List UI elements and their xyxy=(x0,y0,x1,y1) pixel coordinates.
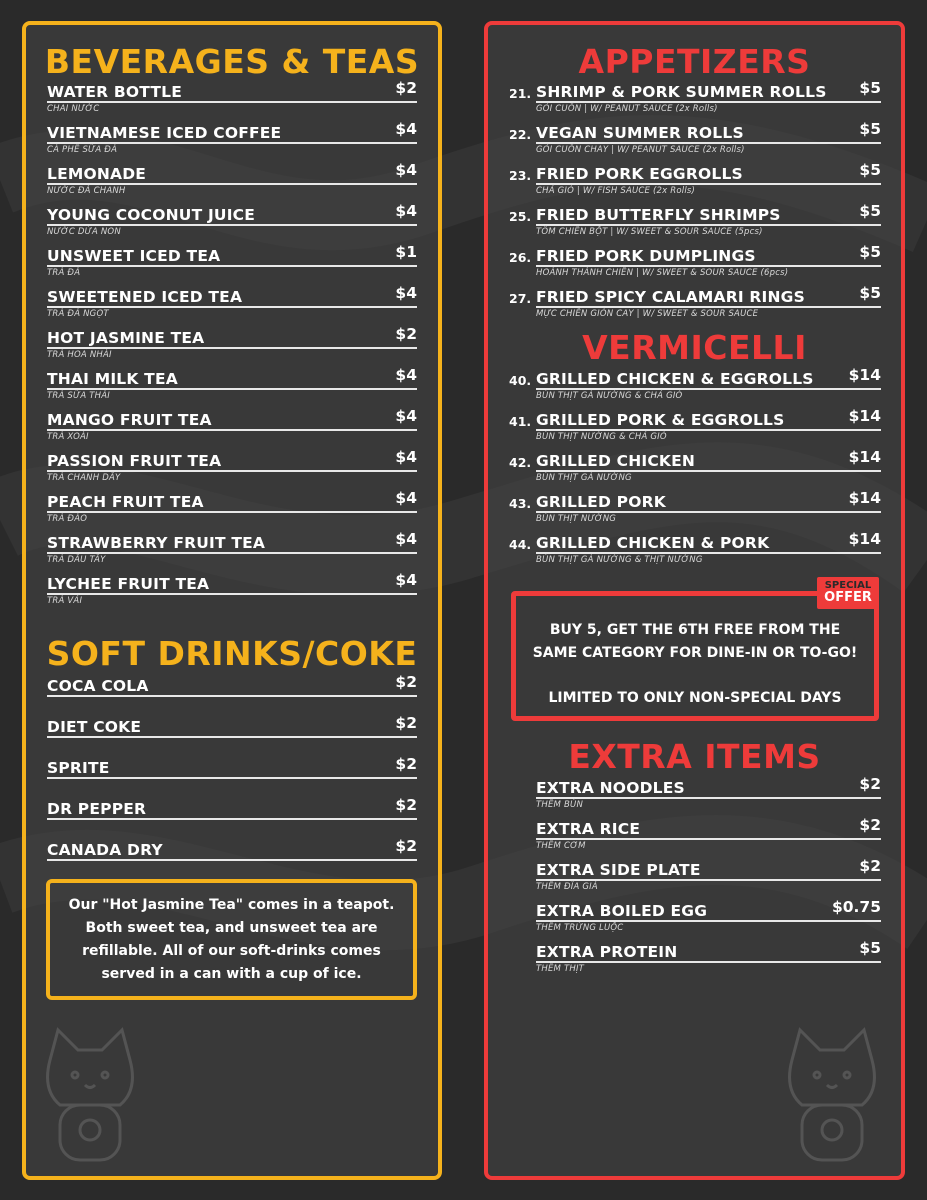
item-number: 42. xyxy=(509,455,532,470)
menu-item xyxy=(509,448,881,483)
item-subtitle: BÚN THỊT NƯỚNG xyxy=(536,514,617,524)
item-subtitle: THÊM ĐĨA GIÁ xyxy=(536,882,598,892)
item-name: EXTRA NOODLES xyxy=(536,779,685,797)
badge-top-text: SPECIAL xyxy=(824,580,872,591)
item-price: $2 xyxy=(395,796,417,814)
badge-bottom-text: OFFER xyxy=(824,590,872,605)
item-subtitle: NƯỚC ĐÁ CHANH xyxy=(47,186,126,196)
item-subtitle: BÚN THỊT GÀ NƯỚNG & THỊT NƯỚNG xyxy=(536,555,703,565)
item-subtitle: CHAI NƯỚC xyxy=(47,104,100,114)
menu-item xyxy=(509,284,881,319)
item-subtitle: GỎI CUỐN CHAY | W/ PEANUT SAUCE (2x Rolls) xyxy=(536,145,745,155)
item-price: $5 xyxy=(859,939,881,957)
item-name: HOT JASMINE TEA xyxy=(47,329,205,347)
item-name: DR PEPPER xyxy=(47,800,147,818)
item-price: $2 xyxy=(395,714,417,732)
menu-item xyxy=(47,79,417,114)
item-subtitle: THÊM CƠM xyxy=(536,841,586,851)
item-name: GRILLED PORK & EGGROLLS xyxy=(536,411,785,429)
item-price: $5 xyxy=(859,79,881,97)
item-subtitle: TRÀ HOA NHÀI xyxy=(47,350,112,360)
item-name: EXTRA SIDE PLATE xyxy=(536,861,701,879)
item-name: MANGO FRUIT TEA xyxy=(47,411,212,429)
item-price: $2 xyxy=(859,816,881,834)
beverages-heading: BEVERAGES & TEAS xyxy=(44,42,420,81)
item-price: $4 xyxy=(395,366,417,384)
menu-item xyxy=(509,202,881,237)
item-number: 22. xyxy=(509,127,532,142)
menu-item xyxy=(536,898,881,933)
item-subtitle: TRÀ ĐÁ NGỌT xyxy=(47,309,109,319)
item-price: $2 xyxy=(395,673,417,691)
item-name: GRILLED PORK xyxy=(536,493,666,511)
item-subtitle: HOÀNH THÁNH CHIÊN | W/ SWEET & SOUR SAUCE (6pcs) xyxy=(536,268,789,278)
menu-item xyxy=(47,448,417,483)
vermicelli-heading: VERMICELLI xyxy=(582,328,807,367)
item-number: 25. xyxy=(509,209,532,224)
item-name: GRILLED CHICKEN & EGGROLLS xyxy=(536,370,814,388)
menu-item xyxy=(509,366,881,401)
menu-item xyxy=(47,796,417,820)
item-price: $5 xyxy=(859,202,881,220)
menu-item xyxy=(536,857,881,892)
menu-item xyxy=(536,816,881,851)
menu-item xyxy=(47,325,417,360)
offer-line-2: SAME CATEGORY FOR DINE-IN OR TO-GO! xyxy=(532,645,858,661)
item-subtitle: TRÀ SỮA THÁI xyxy=(47,391,110,401)
item-subtitle: TRÀ XOÀI xyxy=(47,432,89,442)
menu-item xyxy=(47,161,417,196)
item-name: SHRIMP & PORK SUMMER ROLLS xyxy=(536,83,827,101)
menu-item xyxy=(509,79,881,114)
menu-item xyxy=(47,714,417,738)
item-price: $4 xyxy=(395,120,417,138)
item-name: DIET COKE xyxy=(47,718,142,736)
item-price: $4 xyxy=(395,448,417,466)
item-price: $4 xyxy=(395,489,417,507)
special-offer-badge xyxy=(817,577,879,609)
item-subtitle: TRÀ CHANH DÂY xyxy=(47,473,121,483)
menu-item xyxy=(536,775,881,810)
item-subtitle: TRÀ DÂU TÂY xyxy=(47,555,106,565)
menu-item xyxy=(47,755,417,779)
menu-item xyxy=(47,489,417,524)
drinks-note xyxy=(46,879,417,1000)
item-subtitle: MỰC CHIÊN GIÒN CAY | W/ SWEET & SOUR SAUCE xyxy=(536,309,759,319)
item-price: $2 xyxy=(395,325,417,343)
item-price: $2 xyxy=(859,857,881,875)
item-subtitle: BÚN THỊT GÀ NƯỚNG xyxy=(536,473,632,483)
item-number: 44. xyxy=(509,537,532,552)
item-name: VEGAN SUMMER ROLLS xyxy=(536,124,744,142)
item-subtitle: CHẢ GIÒ | W/ FISH SAUCE (2x Rolls) xyxy=(536,186,696,196)
item-name: GRILLED CHICKEN & PORK xyxy=(536,534,770,552)
item-number: 26. xyxy=(509,250,532,265)
item-subtitle: TRÀ ĐÁ xyxy=(47,268,81,278)
menu-item xyxy=(47,366,417,401)
item-name: VIETNAMESE ICED COFFEE xyxy=(47,124,282,142)
offer-line-3: LIMITED TO ONLY NON-SPECIAL DAYS xyxy=(548,690,842,706)
menu-item xyxy=(509,530,881,565)
soft-drinks-heading: SOFT DRINKS/COKE xyxy=(46,634,418,673)
item-price: $1 xyxy=(395,243,417,261)
item-price: $5 xyxy=(859,161,881,179)
appetizers-heading: APPETIZERS xyxy=(578,42,811,81)
item-name: GRILLED CHICKEN xyxy=(536,452,696,470)
menu-item xyxy=(47,530,417,565)
item-subtitle: TRÀ VẢI xyxy=(47,596,83,606)
menu-item xyxy=(509,407,881,442)
item-price: $4 xyxy=(395,161,417,179)
item-price: $2 xyxy=(395,755,417,773)
item-number: 27. xyxy=(509,291,532,306)
item-subtitle: BÚN THỊT NƯỚNG & CHẢ GIÒ xyxy=(536,432,667,442)
item-name: CANADA DRY xyxy=(47,841,163,859)
item-number: 41. xyxy=(509,414,532,429)
menu-item xyxy=(509,489,881,524)
item-subtitle: TRÀ ĐÀO xyxy=(47,514,88,524)
item-price: $14 xyxy=(848,407,881,425)
item-name: EXTRA BOILED EGG xyxy=(536,902,708,920)
item-price: $4 xyxy=(395,407,417,425)
menu-item xyxy=(509,161,881,196)
item-price: $4 xyxy=(395,202,417,220)
item-name: FRIED SPICY CALAMARI RINGS xyxy=(536,288,805,306)
item-number: 21. xyxy=(509,86,532,101)
offer-line-1: BUY 5, GET THE 6TH FREE FROM THE xyxy=(549,622,841,638)
item-price: $5 xyxy=(859,284,881,302)
item-subtitle: NƯỚC DỪA NON xyxy=(47,227,121,237)
item-number: 40. xyxy=(509,373,532,388)
item-price: $4 xyxy=(395,530,417,548)
item-subtitle: TÔM CHIÊN BỘT | W/ SWEET & SOUR SAUCE (5pcs) xyxy=(536,227,763,237)
item-name: COCA COLA xyxy=(47,677,149,695)
item-price: $0.75 xyxy=(831,898,881,916)
item-name: YOUNG COCONUT JUICE xyxy=(47,206,256,224)
item-name: UNSWEET ICED TEA xyxy=(47,247,221,265)
special-offer-box xyxy=(511,580,879,721)
item-name: SPRITE xyxy=(47,759,110,777)
item-price: $2 xyxy=(859,775,881,793)
menu-item xyxy=(47,284,417,319)
item-name: FRIED PORK EGGROLLS xyxy=(536,165,743,183)
menu-item xyxy=(47,673,417,697)
note-text: Our "Hot Jasmine Tea" comes in a teapot. Both sweet tea, and unsweet tea are refillable. All of our soft-drinks comes served in a can with a cup of ice. xyxy=(68,896,395,982)
item-subtitle: GỎI CUỐN | W/ PEANUT SAUCE (2x Rolls) xyxy=(536,104,718,114)
item-name: PASSION FRUIT TEA xyxy=(47,452,222,470)
item-number: 43. xyxy=(509,496,532,511)
item-name: FRIED BUTTERFLY SHRIMPS xyxy=(536,206,781,224)
item-name: LYCHEE FRUIT TEA xyxy=(47,575,210,593)
item-subtitle: THÊM TRỨNG LUỘC xyxy=(536,923,624,933)
item-price: $2 xyxy=(395,79,417,97)
item-name: SWEETENED ICED TEA xyxy=(47,288,243,306)
item-name: EXTRA RICE xyxy=(536,820,641,838)
menu-item xyxy=(47,837,417,861)
item-subtitle: THÊM BÚN xyxy=(536,800,584,810)
item-price: $14 xyxy=(848,530,881,548)
menu-item xyxy=(509,120,881,155)
extras-heading: EXTRA ITEMS xyxy=(568,737,821,776)
menu-item xyxy=(47,243,417,278)
item-name: FRIED PORK DUMPLINGS xyxy=(536,247,756,265)
item-subtitle: THÊM THỊT xyxy=(536,964,585,974)
item-price: $4 xyxy=(395,571,417,589)
menu-item xyxy=(509,243,881,278)
item-price: $14 xyxy=(848,366,881,384)
item-name: PEACH FRUIT TEA xyxy=(47,493,204,511)
item-name: THAI MILK TEA xyxy=(47,370,178,388)
item-name: WATER BOTTLE xyxy=(47,83,183,101)
item-name: LEMONADE xyxy=(47,165,147,183)
item-price: $2 xyxy=(395,837,417,855)
menu-item xyxy=(47,120,417,155)
item-price: $14 xyxy=(848,448,881,466)
menu-item xyxy=(47,202,417,237)
item-price: $4 xyxy=(395,284,417,302)
item-price: $14 xyxy=(848,489,881,507)
menu-item xyxy=(536,939,881,974)
menu-item xyxy=(47,407,417,442)
item-number: 23. xyxy=(509,168,532,183)
menu-item xyxy=(47,571,417,606)
item-name: EXTRA PROTEIN xyxy=(536,943,678,961)
item-name: STRAWBERRY FRUIT TEA xyxy=(47,534,266,552)
item-price: $5 xyxy=(859,120,881,138)
item-subtitle: BÚN THỊT GÀ NƯỚNG & CHẢ GIÒ xyxy=(536,391,683,401)
item-subtitle: CÀ PHÊ SỮA ĐÁ xyxy=(47,145,118,155)
item-price: $5 xyxy=(859,243,881,261)
